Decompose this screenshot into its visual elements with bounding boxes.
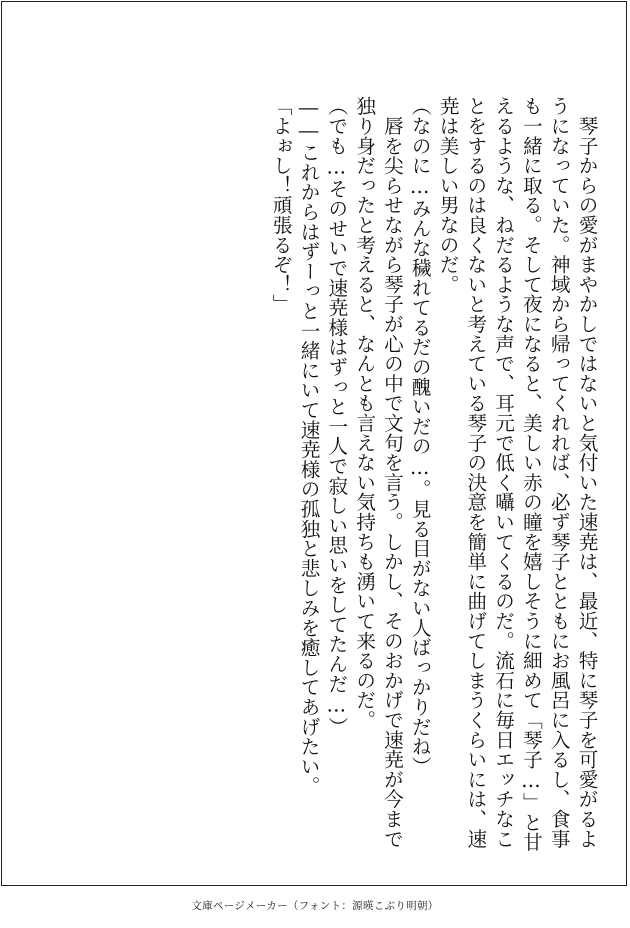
paragraph-3: 唇を尖らせながら琴子が心の中で文句を言う。しかし、そのおかげで速尭が今まで独り身だったと考えると、なんとも言えない気持ちも湧いて来るのだ。 — [352, 96, 404, 849]
paragraph-4: （でも…そのせいで速尭様はずっと一人で寂しい思いをしてたんだ…） — [324, 96, 348, 737]
vertical-text-body — [266, 96, 600, 856]
footer-credit: 文庫ページメーカー（フォント：源暎こぶり明朝） — [191, 900, 439, 912]
paragraph-6: 「よぉし！頑張るぞ！」 — [269, 96, 293, 314]
paragraph-5: ――これからはずーっと一緒にいて速尭様の孤独と悲しみを癒してあげたい。 — [297, 96, 321, 796]
paragraph-2: （なのに…みんな穢れてるだの醜いだの…。見る目がない人ばっかりだね） — [408, 96, 432, 776]
paragraph-1: 琴子からの愛がまやかしではないと気付いた速尭は、最近、特に琴子を可愛がるようになっていた。神域から帰ってくれれば、必ず琴子とともにお風呂に入るし、食事も一緒に取る。そして夜になると、美しい赤の瞳を嬉しそうに細めて「琴子…」と甘えるような、ねだるような声で、耳元で低く囁いてくるのだ。流石に毎日エッチなことをするのは良くないと考えている琴子の決意を簡単に曲げてしまうくらいには、速尭は美しい男なのだ。 — [436, 96, 598, 852]
